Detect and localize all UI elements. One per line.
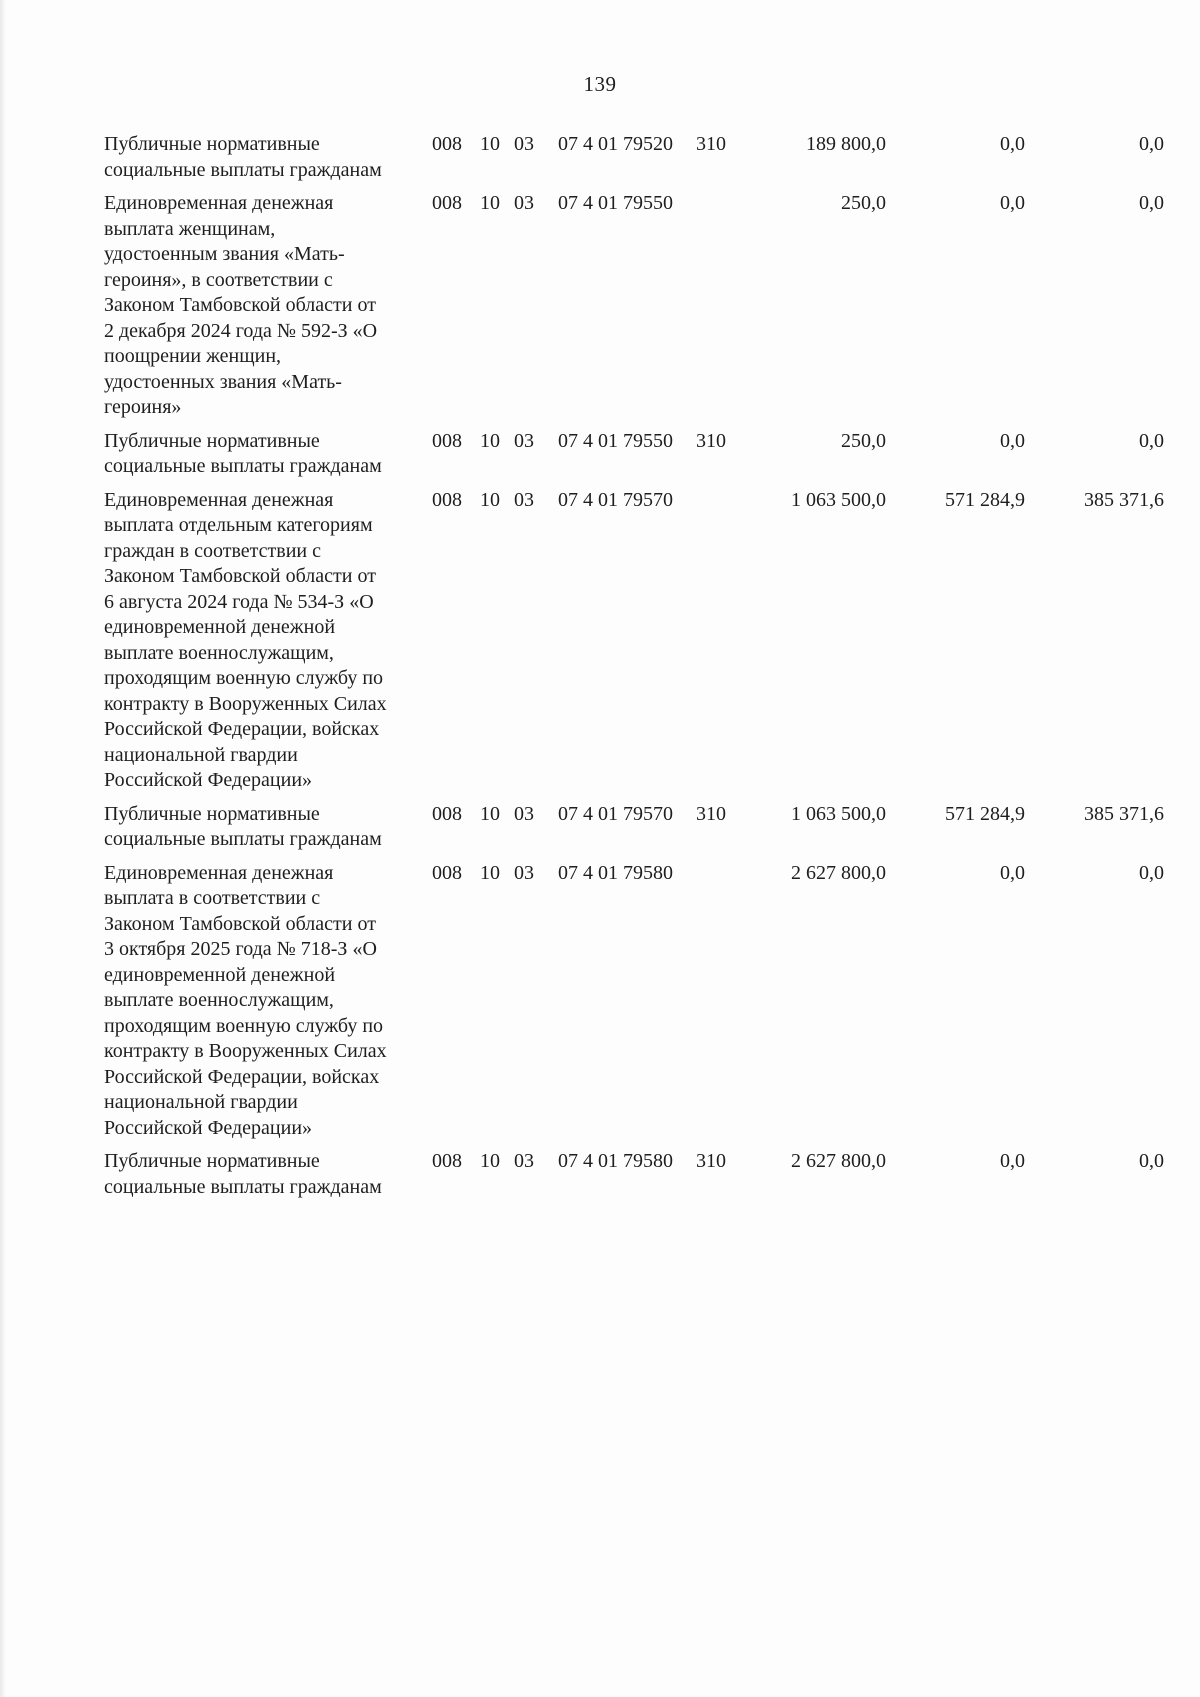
row-amount-1: 2 627 800,0 — [791, 1150, 886, 1172]
row-subsection-code: 03 — [514, 192, 534, 214]
row-admin-code: 008 — [432, 133, 462, 155]
row-section-code: 10 — [480, 802, 500, 825]
row-amount-1: 250,0 — [841, 192, 886, 214]
row-amount-3: 0,0 — [1139, 192, 1164, 214]
row-amount-3: 0,0 — [1139, 429, 1164, 452]
table-row — [104, 191, 1174, 421]
row-amount-1: 1 063 500,0 — [791, 802, 886, 825]
table-row — [104, 802, 1174, 853]
row-name: Публичные нормативные социальные выплаты гражданам — [104, 429, 382, 477]
row-admin-code: 008 — [432, 488, 462, 511]
row-amount-2: 0,0 — [1000, 133, 1025, 155]
row-admin-code: 008 — [432, 861, 462, 884]
row-amount-1: 189 800,0 — [806, 133, 886, 155]
row-name: Публичные нормативные социальные выплаты гражданам — [104, 133, 382, 181]
row-section-code: 10 — [480, 861, 500, 884]
row-subsection-code: 03 — [514, 488, 534, 511]
row-section-code: 10 — [480, 133, 500, 155]
table-row — [104, 132, 1174, 183]
page-number: 139 — [583, 72, 617, 96]
row-expense-type: 310 — [696, 429, 726, 452]
row-amount-3: 385 371,6 — [1084, 488, 1164, 511]
row-amount-1: 2 627 800,0 — [791, 861, 886, 884]
row-name: Единовременная денежная выплата отдельным категориям граждан в соответствии с Законом Тамбовской области от 6 августа 2024 года № 534-З «О единовременной денежной выплате военнослужащим, проходящим военную службу по контракту в Вооруженных Силах Российской Федерации, войсках национальной гвардии Российской Федерации» — [104, 488, 387, 791]
row-section-code: 10 — [480, 488, 500, 511]
row-subsection-code: 03 — [514, 429, 534, 452]
row-expense-type: 310 — [696, 1150, 726, 1172]
row-subsection-code: 03 — [514, 1150, 534, 1172]
table-row — [104, 429, 1174, 480]
row-amount-3: 385 371,6 — [1084, 802, 1164, 825]
row-target-code: 07 4 01 79580 — [558, 1150, 673, 1172]
row-expense-type: 310 — [696, 802, 726, 825]
table-row — [104, 488, 1174, 794]
row-subsection-code: 03 — [514, 133, 534, 155]
row-amount-2: 0,0 — [1000, 429, 1025, 452]
row-amount-1: 250,0 — [841, 429, 886, 452]
scan-edge-shadow — [0, 0, 6, 1697]
row-name: Единовременная денежная выплата женщинам, удостоенным звания «Мать- героиня», в соответствии с Законом Тамбовской области от 2 декабря 2024 года № 592-З «О поощрении женщин, удостоенных звания «Мать- героиня» — [104, 192, 378, 418]
row-expense-type: 310 — [696, 133, 726, 155]
row-subsection-code: 03 — [514, 861, 534, 884]
row-admin-code: 008 — [432, 1150, 462, 1172]
row-target-code: 07 4 01 79520 — [558, 133, 673, 155]
row-section-code: 10 — [480, 192, 500, 214]
row-section-code: 10 — [480, 429, 500, 452]
row-admin-code: 008 — [432, 192, 462, 214]
row-name: Публичные нормативные социальные выплаты гражданам — [104, 1150, 382, 1198]
row-admin-code: 008 — [432, 429, 462, 452]
row-amount-2: 0,0 — [1000, 192, 1025, 214]
row-target-code: 07 4 01 79570 — [558, 488, 673, 511]
row-admin-code: 008 — [432, 802, 462, 825]
row-section-code: 10 — [480, 1150, 500, 1172]
row-target-code: 07 4 01 79550 — [558, 192, 673, 214]
row-amount-2: 0,0 — [1000, 1150, 1025, 1172]
row-target-code: 07 4 01 79570 — [558, 802, 673, 825]
row-name: Единовременная денежная выплата в соответствии с Законом Тамбовской области от 3 октября 2025 года № 718-З «О единовременной денежной выплате военнослужащим, проходящим военную службу по контракту в Вооруженных Силах Российской Федерации, войсках национальной гвардии Российской Федерации» — [104, 861, 387, 1139]
row-amount-3: 0,0 — [1139, 861, 1164, 884]
row-amount-2: 0,0 — [1000, 861, 1025, 884]
table-row — [104, 861, 1174, 1142]
row-amount-2: 571 284,9 — [945, 488, 1025, 511]
row-target-code: 07 4 01 79550 — [558, 429, 673, 452]
row-subsection-code: 03 — [514, 802, 534, 825]
row-amount-2: 571 284,9 — [945, 802, 1025, 825]
budget-table — [104, 132, 1174, 1208]
row-name: Публичные нормативные социальные выплаты гражданам — [104, 802, 382, 850]
row-amount-3: 0,0 — [1139, 1150, 1164, 1172]
row-target-code: 07 4 01 79580 — [558, 861, 673, 884]
row-amount-1: 1 063 500,0 — [791, 488, 886, 511]
row-amount-3: 0,0 — [1139, 133, 1164, 155]
table-row — [104, 1149, 1174, 1200]
